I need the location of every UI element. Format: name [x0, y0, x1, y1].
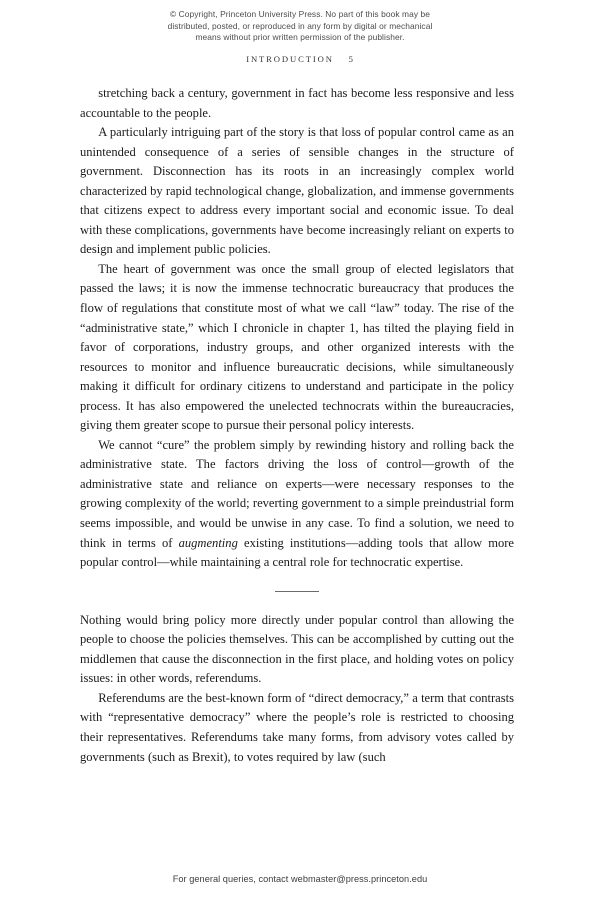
paragraph-1: stretching back a century, government in fact has become less responsive and less accountable to the people.	[80, 86, 514, 120]
running-head-page-number: 5	[348, 54, 354, 64]
body-text-column	[80, 84, 514, 767]
paragraph-3	[80, 260, 514, 436]
copyright-notice-line-1: © Copyright, Princeton University Press. No part of this book may be	[170, 9, 430, 19]
paragraph-4-text-before-emphasis: We cannot “cure” the problem simply by rewinding history and rolling back the administrative state. The factors driving the loss of control—growth of the administrative state and reliance on experts—were necessary responses to the growing complexity of the world; reverting government to a simple preindustrial form seems impossible, and would be unwise in any case. To find a solution, we need to think in terms of	[80, 437, 514, 550]
running-head	[0, 54, 600, 64]
paragraph-6: Referendums are the best-known form of “direct democracy,” a term that contrasts with “representative democracy” where the people’s role is restricted to choosing their representatives. Referendums take many forms, from advisory votes called by governments (such as Brexit), to votes required by law (such	[80, 690, 514, 764]
paragraph-3-text: The heart of government was once the small group of elected legislators that passed the laws; it is now the immense technocratic bureaucracy that produces the flow of regulations that constitute most of what we call “law” today. The rise of the “administrative state,” which I chronicle in chapter 1, has tilted the playing field in favor of corporations, industry groups, and other organized interests with the resources to monitor and influence bureaucratic decisions, while simultaneously making it difficult for ordinary citizens to understand and participate in the policy process. It has also empowered the unelected technocrats within the bureaucracies, giving them greater scope to pursue their personal policy interests.	[80, 261, 514, 433]
page-footer: For general queries, contact webmaster@press.princeton.edu	[172, 874, 428, 884]
copyright-notice-line-3: means without prior written permission of the publisher.	[195, 32, 405, 43]
divider-rule	[275, 591, 319, 592]
paragraph-5: Nothing would bring policy more directly under popular control than allowing the people to choose the policies themselves. This can be accomplished by cutting out the middlemen that cause the disconnection in the first place, and holding votes on policy issues: in other words, referendums.	[80, 612, 514, 686]
paragraph-4-text-after-emphasis: existing institutions—adding tools that allow more popular control—while maintaining a central role for technocratic expertise.	[80, 535, 514, 570]
paragraph-2: A particularly intriguing part of the story is that loss of popular control came as an unintended consequence of a series of sensible changes in the structure of government. Disconnection has its roots in an increasingly complex world characterized by rapid technological change, globalization, and immense governments that citizens expect to address every important social and economic issue. To deal with these complications, governments have become increasingly reliant on experts to design and implement public policies.	[80, 125, 514, 257]
paragraph-4-emphasis: augmenting	[178, 535, 238, 550]
copyright-notice	[0, 9, 600, 44]
paragraph-4	[80, 436, 514, 573]
copyright-notice-line-2: distributed, posted, or reproduced in any form by digital or mechanical	[167, 20, 433, 31]
section-break-divider	[80, 573, 514, 611]
running-head-label: INTRODUCTION	[246, 54, 334, 64]
